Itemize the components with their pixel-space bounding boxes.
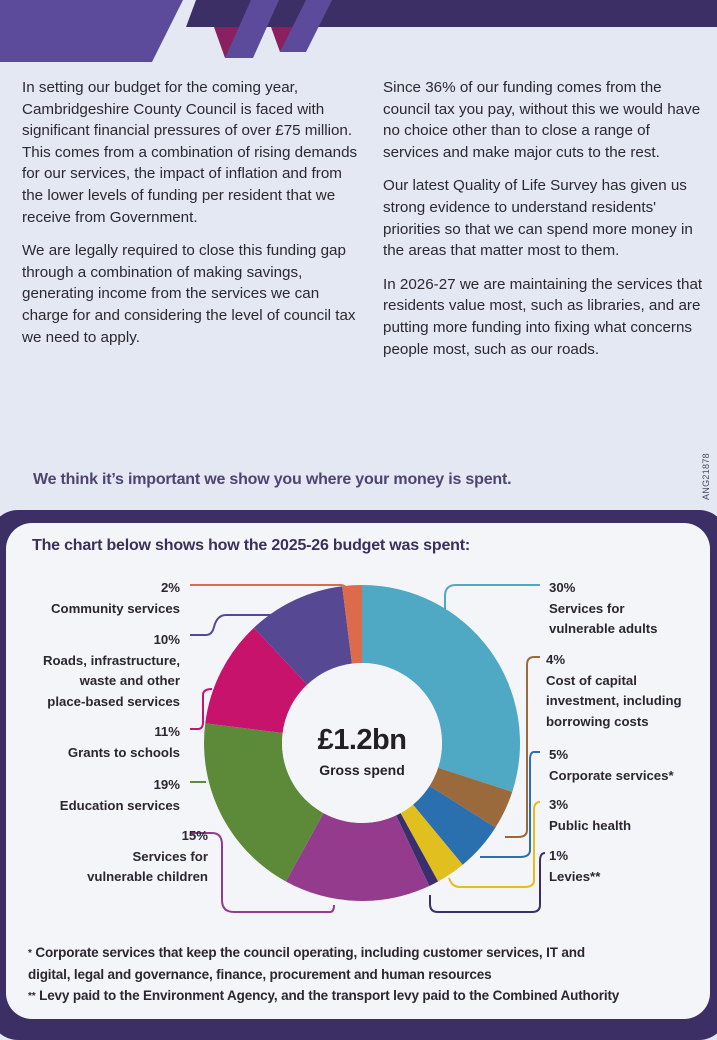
footnotes — [28, 942, 708, 1007]
slice-percent: 3% — [549, 797, 569, 812]
slice-label — [549, 795, 631, 836]
slice-percent: 1% — [549, 848, 569, 863]
slice-category: Services for — [132, 848, 208, 864]
slice-percent: 15% — [181, 828, 208, 843]
slice-label — [68, 722, 180, 763]
slice-category: place-based services — [47, 693, 180, 709]
slice-category: Education services — [59, 797, 180, 813]
slice-label — [546, 650, 682, 732]
paragraph: In 2026-27 we are maintaining the services that residents value most, such as libraries, and are putting more funding into fixing what concerns people most, such as our roads. — [383, 275, 703, 358]
slice-percent: 30% — [549, 580, 576, 595]
slice-category: Grants to schools — [67, 744, 180, 760]
slice-label — [51, 578, 180, 619]
center-label: Gross spend — [319, 762, 405, 778]
slice-category: borrowing costs — [546, 713, 649, 729]
intro-heading: We think it’s important we show you where your money is spent. — [33, 471, 512, 488]
paragraph: Since 36% of our funding comes from the council tax you pay, without this we would have no choice other than to close a range of services and make major cuts to the rest. — [383, 79, 701, 161]
slice-category: vulnerable children — [87, 869, 208, 884]
slice-category: Community services — [51, 600, 180, 616]
document-code: ANG21878 — [701, 453, 711, 500]
chart-title: The chart below shows how the 2025-26 budget was spent: — [32, 537, 470, 554]
paragraph: We are legally required to close this funding gap through a combination of making savings, generating income from the services we can charge for and considering the level of council tax we need to apply. — [22, 242, 356, 346]
slice-percent: 19% — [153, 777, 180, 792]
slice-percent: 5% — [549, 747, 569, 762]
leader-line — [445, 585, 540, 618]
slice-label — [549, 578, 657, 640]
slice-percent: 4% — [546, 652, 566, 667]
slice-label — [549, 846, 600, 887]
slice-category: Levies** — [549, 868, 601, 884]
banner-left-block — [0, 0, 183, 62]
center-value: £1.2bn — [317, 724, 407, 756]
footnote-marker: ** — [28, 991, 36, 1002]
slice-label — [60, 775, 180, 816]
slice-label — [549, 745, 674, 786]
slice-category: Roads, infrastructure, — [42, 652, 180, 668]
slice-category: vulnerable adults — [549, 621, 658, 636]
slice-category: investment, including — [546, 693, 682, 708]
footnote-corporate: * Corporate services that keep the council operating, including customer services, IT and — [28, 945, 585, 960]
slice-category: Services for — [549, 600, 625, 616]
slice-category: waste and other — [79, 673, 180, 688]
slice-label — [87, 826, 208, 888]
paragraph: Our latest Quality of Life Survey has given us strong evidence to understand residents' priorities so that we can spend more money in the areas that matter most to them. — [383, 177, 693, 260]
paragraph: In setting our budget for the coming year, Cambridgeshire County Council is faced with significant financial pressures of over £75 million. This comes from a combination of rising demands for our services, the impact of inflation and from the lower levels of funding per resident that we receive from Government. — [22, 79, 358, 226]
footnote-marker: * — [28, 948, 32, 959]
slice-category: Public health — [549, 817, 632, 833]
footnote-corporate-cont: digital, legal and governance, finance, procurement and human resources — [28, 967, 492, 982]
slice-percent: 11% — [154, 724, 180, 739]
slice-label — [43, 630, 180, 712]
slice-category: Cost of capital — [546, 672, 637, 688]
slice-percent: 10% — [153, 632, 180, 647]
header-banner — [0, 0, 717, 65]
slice-percent: 2% — [160, 580, 180, 595]
slice-category: Corporate services* — [549, 767, 674, 783]
footnote-levies: ** Levy paid to the Environment Agency, and the transport levy paid to the Combined Authority — [28, 988, 620, 1003]
body-right-column — [383, 77, 703, 372]
body-left-column — [22, 77, 362, 360]
